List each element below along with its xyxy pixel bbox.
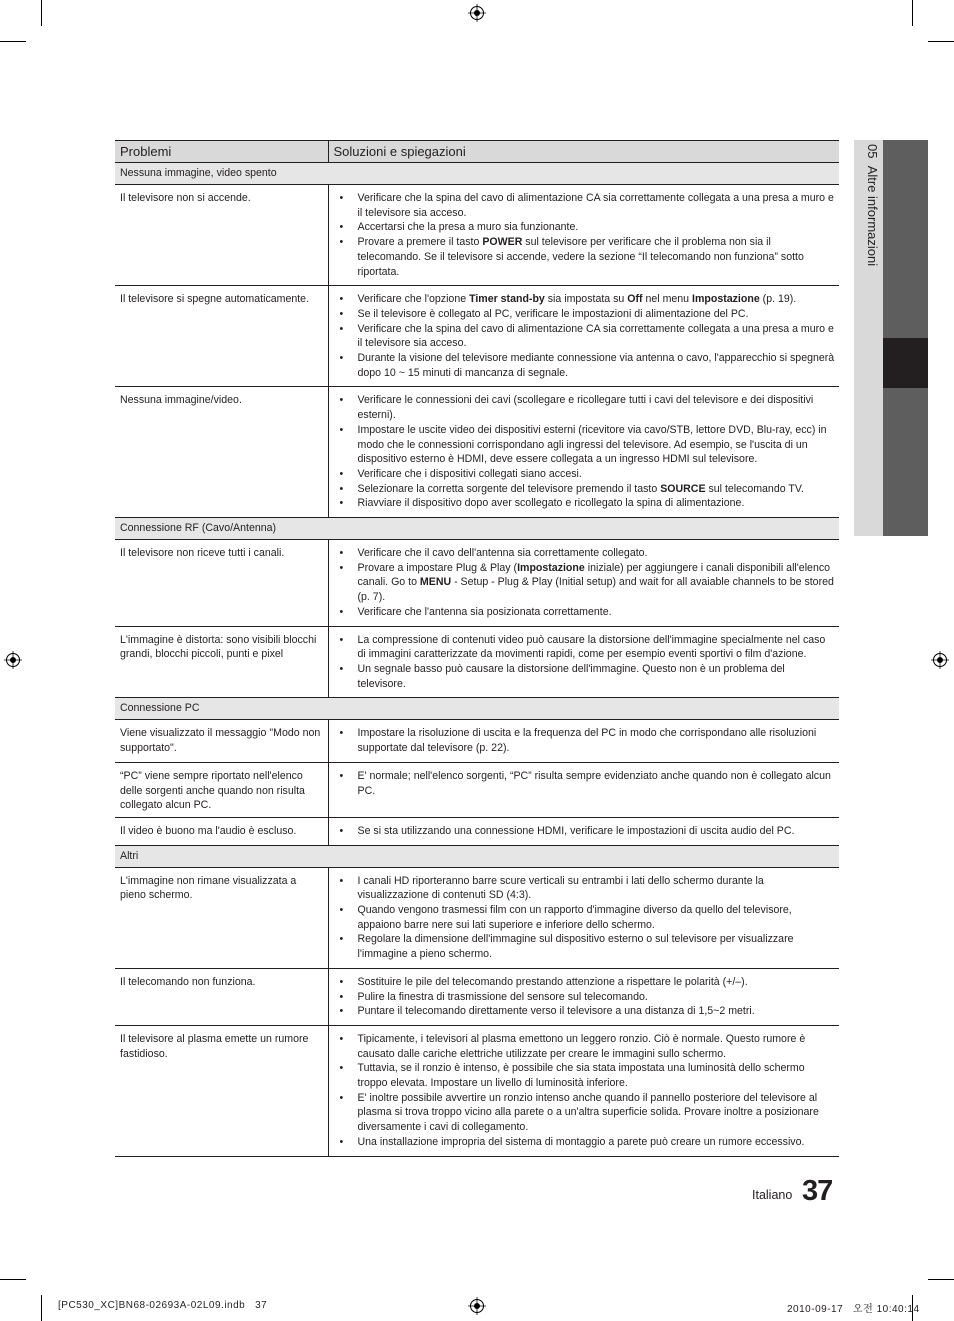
solution-item: • Tipicamente, i televisori al plasma emettono un leggero ronzio. Ciò è normale. Questo rumore è causato dalle cariche elettriche utilizzate per creare le immagini sullo schermo. xyxy=(335,1032,836,1061)
solutions-cell xyxy=(328,720,839,762)
solution-item: • Durante la visione del televisore mediante connessione via antenna o cavo, l'apparecchio si spegnerà dopo 10 ~ 15 minuti di mancanza di segnale. xyxy=(335,351,836,380)
registration-mark-icon xyxy=(468,4,486,22)
solutions-cell xyxy=(328,968,839,1025)
solution-item: • Impostare le uscite video dei dispositivi esterni (ricevitore via cavo/STB, lettore DVD, Blu-ray, ecc) in modo che le connessioni corrispondano agli ingressi del televisore. Ad esempio, se l'uscita di un dispositivo esterno è HDMI, deve essere collegata a un ingresso HDMI sul televisore. xyxy=(335,423,836,467)
solutions-list xyxy=(335,633,836,692)
solution-item: • I canali HD riporteranno barre scure verticali su entrambi i lati dello schermo durante la visualizzazione di contenuti SD (4:3). xyxy=(335,874,836,903)
problem-cell: Viene visualizzato il messaggio "Modo non supportato". xyxy=(115,720,328,762)
section-row xyxy=(115,698,839,720)
problem-cell: Il telecomando non funziona. xyxy=(115,968,328,1025)
solutions-cell xyxy=(328,762,839,817)
solutions-cell xyxy=(328,387,839,518)
section-number: 05 xyxy=(865,144,880,159)
solutions-list xyxy=(335,546,836,620)
solutions-cell xyxy=(328,626,839,698)
side-tab-marker xyxy=(883,140,928,338)
section-row xyxy=(115,518,839,540)
crop-mark xyxy=(41,0,42,26)
solutions-list xyxy=(335,726,836,755)
table-row xyxy=(115,286,839,387)
section-label xyxy=(858,144,880,344)
imprint-file: [PC530_XC]BN68-02693A-02L09.indb 37 xyxy=(58,1300,268,1311)
problem-cell: Il televisore al plasma emette un rumore fastidioso. xyxy=(115,1025,328,1156)
table-row xyxy=(115,387,839,518)
side-tab-marker xyxy=(883,388,928,536)
solutions-list xyxy=(335,393,836,511)
table-body xyxy=(115,163,839,1157)
table-row xyxy=(115,185,839,286)
solution-item: • Verificare che la spina del cavo di alimentazione CA sia correttamente collegata a una presa a muro e il televisore sia acceso. xyxy=(335,191,836,220)
solution-item: • E' normale; nell'elenco sorgenti, “PC” risulta sempre evidenziato anche quando non è collegato alcun PC. xyxy=(335,769,836,798)
solutions-list xyxy=(335,191,836,279)
table-row xyxy=(115,720,839,762)
crop-mark xyxy=(0,1279,26,1280)
crop-mark xyxy=(0,41,26,42)
header-problems: Problemi xyxy=(115,141,328,163)
solution-item: • Quando vengono trasmessi film con un rapporto d'immagine diverso da quello del televisore, appaiono barre nere sui lati superiore e inferiore dello schermo. xyxy=(335,903,836,932)
section-title: Connessione PC xyxy=(115,698,839,720)
problem-cell: Il televisore non riceve tutti i canali. xyxy=(115,540,328,627)
solutions-list xyxy=(335,1032,836,1150)
solution-item: • Se il televisore è collegato al PC, verificare le impostazioni di alimentazione del PC. xyxy=(335,307,836,322)
section-row xyxy=(115,163,839,185)
solution-item: • Verificare che i dispositivi collegati siano accesi. xyxy=(335,467,836,482)
section-title: Connessione RF (Cavo/Antenna) xyxy=(115,518,839,540)
footer-language: Italiano xyxy=(752,1188,793,1202)
header-solutions: Soluzioni e spiegazioni xyxy=(328,141,839,163)
solutions-cell xyxy=(328,1025,839,1156)
solution-item: • Verificare che il cavo dell'antenna sia correttamente collegato. xyxy=(335,546,836,561)
table-row xyxy=(115,626,839,698)
solution-item: • Verificare che l'opzione Timer stand-by sia impostata su Off nel menu Impostazione (p. 19). xyxy=(335,292,836,307)
solution-item: • E' inoltre possibile avvertire un ronzio intenso anche quando il pannello posteriore del televisore al plasma si trova troppo vicino alla parete o a un'altra superficie solida. Provare inoltre a posizionare diversamente i cavi di collegamento. xyxy=(335,1091,836,1135)
section-title: Altre informazioni xyxy=(865,165,880,267)
section-title: Altri xyxy=(115,845,839,867)
problem-cell: Il televisore si spegne automaticamente. xyxy=(115,286,328,387)
solution-item: • Verificare che l'antenna sia posizionata correttamente. xyxy=(335,605,836,620)
table-row xyxy=(115,968,839,1025)
table-row xyxy=(115,762,839,817)
solution-item: • Pulire la finestra di trasmissione del sensore sul telecomando. xyxy=(335,990,836,1005)
problem-cell: L'immagine è distorta: sono visibili blocchi grandi, blocchi piccoli, punti e pixel xyxy=(115,626,328,698)
table-row xyxy=(115,1025,839,1156)
table-row xyxy=(115,540,839,627)
solution-item: • Un segnale basso può causare la distorsione dell'immagine. Questo non è un problema del televisore. xyxy=(335,662,836,691)
crop-mark xyxy=(912,0,913,26)
registration-mark-icon xyxy=(931,651,949,669)
solutions-list xyxy=(335,874,836,962)
solutions-cell xyxy=(328,286,839,387)
table-header-row xyxy=(115,141,839,163)
problem-cell: “PC” viene sempre riportato nell'elenco delle sorgenti anche quando non risulta collegato alcun PC. xyxy=(115,762,328,817)
section-row xyxy=(115,845,839,867)
page-number: 37 xyxy=(802,1175,833,1207)
solutions-list xyxy=(335,292,836,380)
side-tab-current-marker xyxy=(883,338,928,388)
solution-item: • Una installazione impropria del sistema di montaggio a parete può creare un rumore eccessivo. xyxy=(335,1135,836,1150)
problem-cell: L'immagine non rimane visualizzata a pieno schermo. xyxy=(115,867,328,968)
solution-item: • Tuttavia, se il ronzio è intenso, è possibile che sia stata impostata una luminosità dello schermo troppo elevata. Impostare un livello di luminosità inferiore. xyxy=(335,1061,836,1090)
registration-mark-icon xyxy=(4,651,22,669)
solution-item: • La compressione di contenuti video può causare la distorsione dell'immagine specialmente nel caso di immagini caratterizzate da movimenti rapidi, come per esempio eventi sportivi o film d'azione. xyxy=(335,633,836,662)
solution-item: • Regolare la dimensione dell'immagine sul dispositivo esterno o sul televisore per visualizzare l'immagine a pieno schermo. xyxy=(335,932,836,961)
solution-item: • Selezionare la corretta sorgente del televisore premendo il tasto SOURCE sul telecomando TV. xyxy=(335,482,836,497)
table-row xyxy=(115,867,839,968)
solution-item: • Riavviare il dispositivo dopo aver scollegato e ricollegato la spina di alimentazione. xyxy=(335,496,836,511)
solutions-list xyxy=(335,769,836,798)
section-title: Nessuna immagine, video spento xyxy=(115,163,839,185)
solution-item: • Se si sta utilizzando una connessione HDMI, verificare le impostazioni di uscita audio del PC. xyxy=(335,824,836,839)
solutions-list xyxy=(335,975,836,1019)
crop-mark xyxy=(928,41,954,42)
solutions-cell xyxy=(328,185,839,286)
solutions-cell xyxy=(328,817,839,845)
solution-item: • Provare a impostare Plug & Play (Impostazione iniziale) per aggiungere i canali disponibili all'elenco canali. Go to MENU - Setup - Plug & Play (Initial setup) and wait for all avaiable channels to be stored (p. 7). xyxy=(335,561,836,605)
solutions-cell xyxy=(328,867,839,968)
registration-mark-icon xyxy=(468,1297,486,1315)
table-row xyxy=(115,817,839,845)
solution-item: • Sostituire le pile del telecomando prestando attenzione a rispettare le polarità (+/–). xyxy=(335,975,836,990)
imprint-timestamp: 2010-09-17 오전 10:40:14 xyxy=(787,1304,920,1315)
solutions-list xyxy=(335,824,836,839)
solution-item: • Impostare la risoluzione di uscita e la frequenza del PC in modo che corrispondano alle risoluzioni supportate dal televisore (p. 22). xyxy=(335,726,836,755)
problem-cell: Il video è buono ma l'audio è escluso. xyxy=(115,817,328,845)
solution-item: • Verificare le connessioni dei cavi (scollegare e ricollegare tutti i cavi del televisore e dei dispositivi esterni). xyxy=(335,393,836,422)
solution-item: • Accertarsi che la presa a muro sia funzionante. xyxy=(335,220,836,235)
solution-item: • Puntare il telecomando direttamente verso il televisore a una distanza di 1,5~2 metri. xyxy=(335,1004,836,1019)
solution-item: • Provare a premere il tasto POWER sul televisore per verificare che il problema non sia il telecomando. Se il televisore si accende, vedere la sezione “Il telecomando non funziona” sotto riportata. xyxy=(335,235,836,279)
solution-item: • Verificare che la spina del cavo di alimentazione CA sia correttamente collegata a una presa a muro e il televisore sia acceso. xyxy=(335,322,836,351)
crop-mark xyxy=(928,1279,954,1280)
crop-mark xyxy=(41,1295,42,1321)
problem-cell: Nessuna immagine/video. xyxy=(115,387,328,518)
solutions-cell xyxy=(328,540,839,627)
troubleshooting-table xyxy=(115,140,839,1157)
problem-cell: Il televisore non si accende. xyxy=(115,185,328,286)
